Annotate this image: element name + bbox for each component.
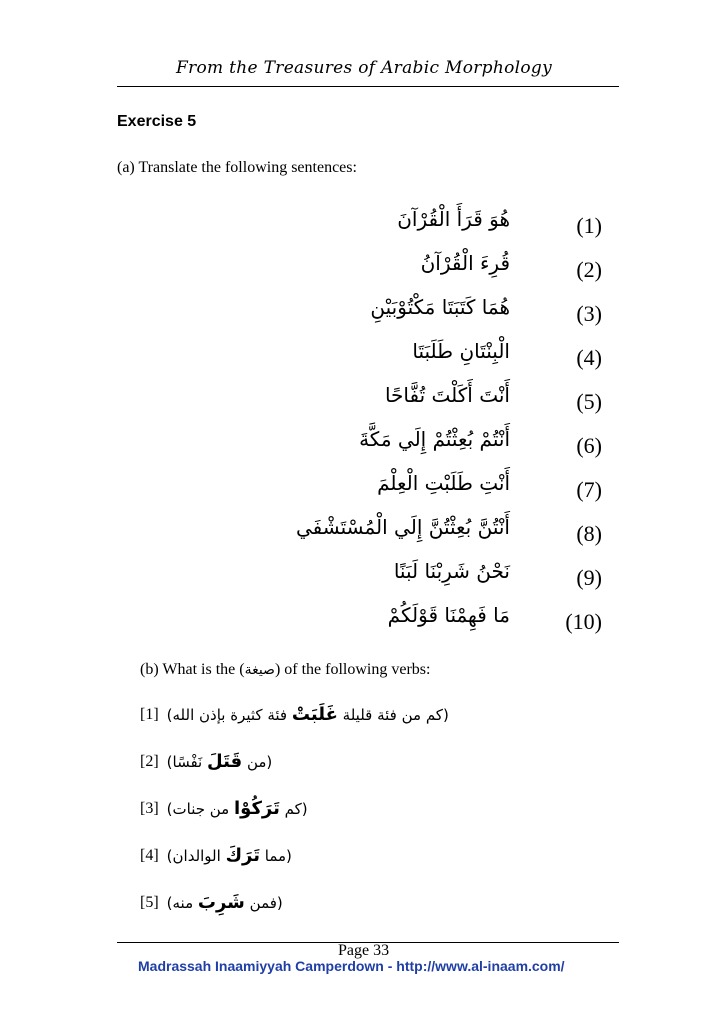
verb-phrase xyxy=(167,751,273,772)
verb-item xyxy=(140,751,272,781)
part-a-instruction: (a) Translate the following sentences: xyxy=(117,159,357,176)
sentence-number: (10) xyxy=(565,609,602,634)
sentence-row xyxy=(300,207,602,247)
verb-highlight: تَرَكُوْا xyxy=(234,798,280,819)
sentence-arabic: أَنْتِ طَلَبْتِ الْعِلْمَ xyxy=(377,471,510,495)
sentence-row xyxy=(300,295,602,335)
sentence-number: (6) xyxy=(576,433,602,458)
page-number: Page 33 xyxy=(338,942,390,959)
footer-website-link[interactable]: Madrassah Inaamiyyah Camperdown - http://www.al-inaam.com/ xyxy=(138,958,565,974)
sentence-arabic: مَا فَهِمْنَا قَوْلَكُمْ xyxy=(387,603,510,627)
sentence-number: (4) xyxy=(576,345,602,370)
verb-item xyxy=(140,845,292,875)
verb-pre: (من xyxy=(242,753,273,771)
verb-phrase xyxy=(167,798,308,819)
verb-number: [4] xyxy=(140,846,159,864)
verb-number: [5] xyxy=(140,893,159,911)
part-b-prefix: (b) What is the ( xyxy=(140,661,245,678)
sentence-arabic: أَنْتُمْ بُعِثْتُمْ إِلَي مَكَّةَ xyxy=(359,427,510,451)
sentence-arabic: هُمَا كَتَبَتَا مَكْتُوْبَيْنِ xyxy=(370,295,510,319)
verb-highlight: شَرِبَ xyxy=(197,892,245,913)
verb-number: [3] xyxy=(140,799,159,817)
sentence-row xyxy=(300,383,602,423)
verb-item xyxy=(140,798,308,828)
verb-pre: (فمن xyxy=(244,894,283,912)
sentence-row xyxy=(300,603,602,643)
verb-post: فئة كثيرة بإذن الله) xyxy=(166,706,292,724)
header-divider xyxy=(117,86,619,87)
sentence-row xyxy=(295,515,602,555)
sentence-row xyxy=(300,471,602,511)
sentence-arabic: نَحْنُ شَرِبْنَا لَبَنًا xyxy=(393,559,510,583)
sentence-arabic: الْبِنْتَانِ طَلَبَتَا xyxy=(412,339,510,363)
verb-post: منه) xyxy=(166,894,198,912)
part-b-instruction xyxy=(140,661,430,679)
verb-item xyxy=(140,892,283,922)
part-b-arabic-term: صيغة xyxy=(244,662,275,678)
verb-pre: (مما xyxy=(260,847,292,865)
verb-highlight: غَلَبَتْ xyxy=(291,704,338,725)
exercise-title: Exercise 5 xyxy=(117,113,197,130)
sentence-number: (3) xyxy=(576,301,602,326)
verb-pre: (كم xyxy=(279,800,308,818)
sentence-number: (8) xyxy=(576,521,602,546)
verb-number: [2] xyxy=(140,752,159,770)
verb-post: من جنات) xyxy=(166,800,234,818)
sentence-row xyxy=(300,339,602,379)
verb-phrase xyxy=(167,892,283,913)
sentence-arabic: قُرِءَ الْقُرْآنُ xyxy=(420,251,510,275)
verb-post: الوالدان) xyxy=(166,847,226,865)
sentence-row xyxy=(300,251,602,291)
verb-item xyxy=(140,704,449,734)
sentence-row xyxy=(300,427,602,467)
sentence-number: (2) xyxy=(576,257,602,282)
part-b-suffix: ) of the following verbs: xyxy=(274,661,431,678)
verb-phrase xyxy=(167,845,292,866)
verb-highlight: قَتَلَ xyxy=(207,751,243,772)
sentence-number: (5) xyxy=(576,389,602,414)
running-header: From the Treasures of Arabic Morphology xyxy=(176,58,552,78)
verb-post: نَفْسًا) xyxy=(166,753,207,771)
verb-number: [1] xyxy=(140,705,159,723)
verb-phrase xyxy=(167,704,449,725)
sentence-arabic: هُوَ قَرَأَ الْقُرْآنَ xyxy=(397,207,510,231)
sentence-number: (1) xyxy=(576,213,602,238)
verb-pre: (كم من فئة قليلة xyxy=(337,706,449,724)
verb-highlight: تَرَكَ xyxy=(225,845,261,866)
sentence-number: (7) xyxy=(576,477,602,502)
sentence-arabic: أَنْتَ أَكَلْتَ تُفَّاحًا xyxy=(384,383,510,407)
sentence-arabic: أَنْتُنَّ بُعِثْتُنَّ إِلَي الْمُسْتَشْفَي xyxy=(295,515,510,539)
sentence-row xyxy=(300,559,602,599)
sentence-number: (9) xyxy=(576,565,602,590)
